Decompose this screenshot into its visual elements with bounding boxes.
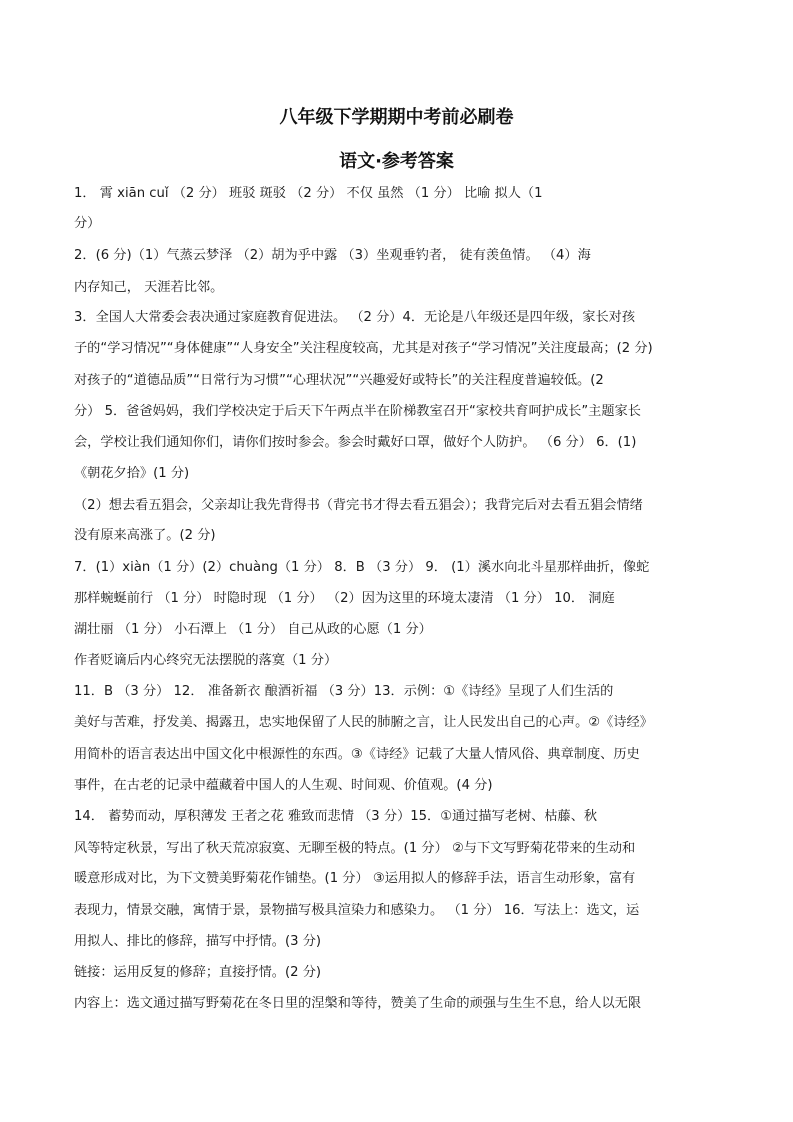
answer-line: 表现力，情景交融，寓情于景，景物描写极具渲染力和感染力。 （1 分） 16．写法上：选文，运 bbox=[74, 903, 640, 918]
answer-line: 用拟人、排比的修辞，描写中抒情。(3 分) bbox=[74, 934, 322, 949]
answer-line: 分） bbox=[74, 216, 101, 231]
answer-line: （2）想去看五猖会，父亲却让我先背得书（背完书才得去看五猖会）；我背完后对去看五猖会情绪 bbox=[74, 498, 643, 513]
answer-line: 分） 5．爸爸妈妈，我们学校决定于后天下午两点半在阶梯教室召开“家校共育呵护成长”主题家长 bbox=[74, 404, 641, 419]
answer-line: 用简朴的语言表达出中国文化中根源性的东西。③《诗经》记载了大量人情风俗、典章制度、历史 bbox=[74, 747, 640, 762]
document-title: 八年级下学期期中考前必刷卷 bbox=[279, 107, 514, 128]
answer-line: 《朝花夕拾》(1 分) bbox=[74, 466, 190, 481]
answer-line: 美好与苦难，抒发美、揭露丑，忠实地保留了人民的肺腑之言，让人民发出自己的心声。②《诗经》 bbox=[74, 715, 653, 730]
answer-line: 没有原来高涨了。(2 分) bbox=[74, 528, 216, 543]
answer-line: 风等特定秋景，写出了秋天荒凉寂寞、无聊至极的特点。(1 分） ②与下文写野菊花带来的生动和 bbox=[74, 841, 636, 856]
answer-line: 会，学校让我们通知你们，请你们按时参会。参会时戴好口罩，做好个人防护。 （6 分） 6．(1) bbox=[74, 435, 637, 450]
answer-line: 湖壮丽 （1 分） 小石潭上 （1 分） 自己从政的心愿（1 分） bbox=[74, 622, 432, 637]
answer-line: 那样蜿蜒前行 （1 分） 时隐时现 （1 分） （2）因为这里的环境太凄清 （1 分） 10． 洞庭 bbox=[74, 591, 615, 606]
answer-line: 14． 蓄势而动，厚积薄发 王者之花 雅致而悲情 （3 分）15．①通过描写老树、枯藤、秋 bbox=[74, 809, 598, 824]
answer-line: 3．全国人大常委会表决通过家庭教育促进法。 （2 分）4．无论是八年级还是四年级，家长对孩 bbox=[74, 310, 636, 325]
answer-line: 2．(6 分)（1）气蒸云梦泽 （2）胡为乎中露 （3）坐观垂钓者， 徒有羡鱼情。 （4）海 bbox=[74, 248, 591, 263]
answer-line: 11．B （3 分） 12． 准备新衣 酿酒祈福 （3 分）13．示例：①《诗经》呈现了人们生活的 bbox=[74, 684, 614, 699]
answer-line: 链接：运用反复的修辞；直接抒情。(2 分) bbox=[74, 965, 322, 980]
answer-line: 事件，在古老的记录中蕴藏着中国人的人生观、时间观、价值观。(4 分) bbox=[74, 778, 493, 793]
answer-line: 内存知己， 天涯若比邻。 bbox=[74, 280, 224, 295]
answer-line: 1． 霄 xiān cuǐ （2 分） 班驳 斑驳 （2 分） 不仅 虽然 （1 分） 比喻 拟人（1 bbox=[74, 186, 543, 201]
answer-line: 子的“学习情况”“身体健康”“人身安全”关注程度较高，尤其是对孩子“学习情况”关注度最高；(2 分) bbox=[74, 341, 653, 356]
answer-line: 7．(1）xiàn（1 分）(2）chuàng（1 分） 8．B （3 分） 9． (1）溪水向北斗星那样曲折，像蛇 bbox=[74, 560, 650, 575]
answer-line: 暖意形成对比，为下文赞美野菊花作铺垫。(1 分） ③运用拟人的修辞手法，语言生动形象，富有 bbox=[74, 871, 636, 886]
answer-line: 内容上：选文通过描写野菊花在冬日里的涅槃和等待，赞美了生命的顽强与生生不息，给人以无限 bbox=[74, 996, 642, 1011]
answer-line: 对孩子的“道德品质”“日常行为习惯”“心理状况”“兴趣爱好或特长”的关注程度普遍较低。(2 bbox=[74, 373, 604, 388]
answer-line: 作者贬谪后内心终究无法摆脱的落寞（1 分） bbox=[74, 653, 338, 668]
document-subtitle: 语文·参考答案 bbox=[339, 151, 454, 172]
